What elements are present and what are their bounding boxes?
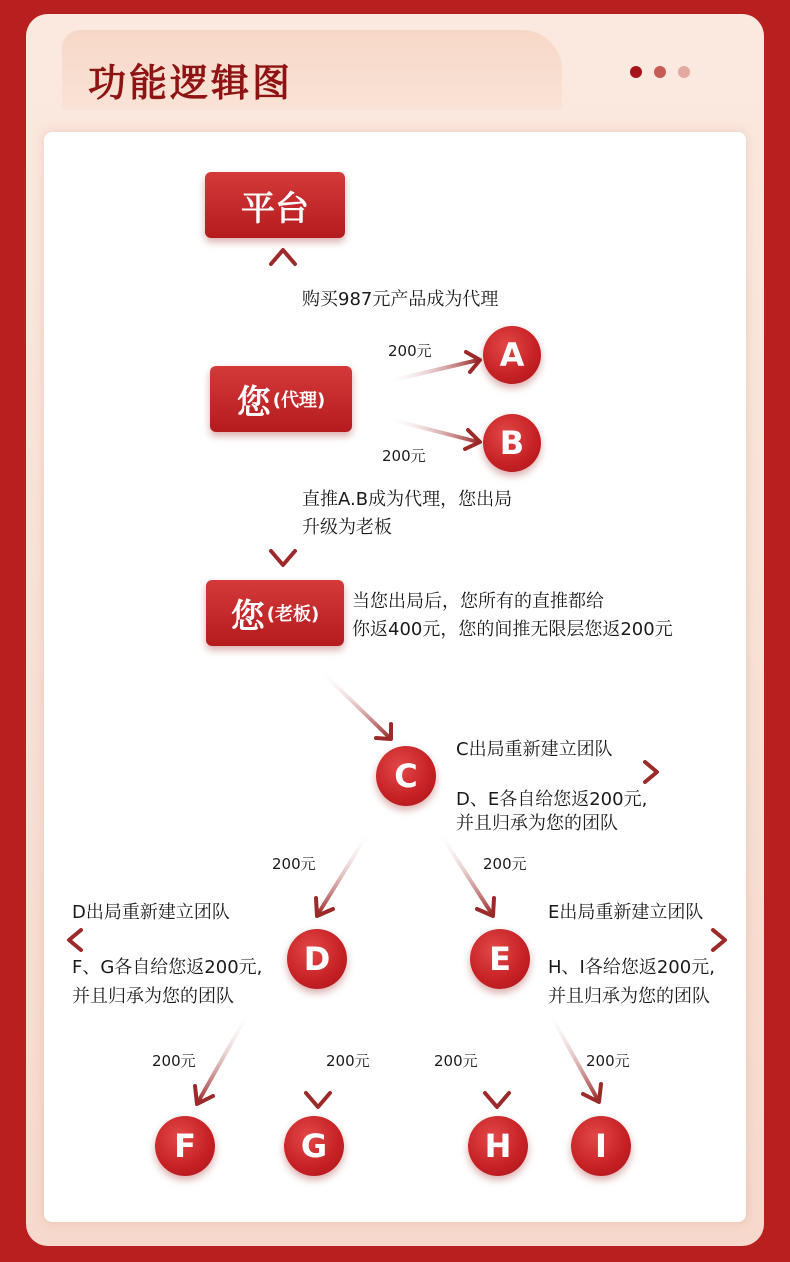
- arrow-to-f: [198, 1010, 250, 1102]
- c-rebate-line1: D、E各自给您返200元,: [456, 789, 648, 810]
- amount-to-f: 200元: [152, 1052, 196, 1070]
- d-rebate-line2: 并且归承为您的团队: [72, 986, 234, 1007]
- arrow-to-a: [385, 360, 478, 382]
- arrow-to-b: [385, 418, 478, 442]
- you-agent-label: 您: [236, 382, 271, 423]
- node-c: C: [376, 746, 436, 806]
- e-rebuild-note: E出局重新建立团队: [548, 902, 704, 923]
- node-d: D: [287, 929, 347, 989]
- node-a: A: [483, 326, 541, 384]
- you-agent-node: [210, 366, 352, 432]
- amount-to-a: 200元: [388, 342, 432, 360]
- d-rebuild-note: D出局重新建立团队: [72, 902, 230, 923]
- amount-to-e: 200元: [483, 855, 527, 873]
- amount-to-h: 200元: [434, 1052, 478, 1070]
- c-rebuild-note: C出局重新建立团队: [456, 739, 613, 760]
- platform-label: 平台: [241, 188, 309, 229]
- page-title: 功能逻辑图: [88, 61, 294, 105]
- you-boss-role: (老板): [266, 604, 320, 625]
- node-g: G: [284, 1116, 344, 1176]
- buy-note: 购买987元产品成为代理: [302, 289, 499, 310]
- node-e: E: [470, 929, 530, 989]
- arrow-to-c: [320, 670, 390, 738]
- you-agent-role: (代理): [272, 390, 326, 411]
- amount-to-d: 200元: [272, 855, 316, 873]
- boss-note-line1: 当您出局后，您所有的直推都给: [352, 591, 604, 612]
- platform-node: [205, 172, 345, 238]
- you-boss-label: 您: [230, 596, 265, 637]
- you-boss-node: [206, 580, 344, 646]
- c-rebate-line2: 并且归承为您的团队: [456, 813, 618, 834]
- e-rebate-line1: H、I各给您返200元,: [548, 957, 715, 978]
- node-i: I: [571, 1116, 631, 1176]
- amount-to-g: 200元: [326, 1052, 370, 1070]
- d-rebate-line1: F、G各自给您返200元,: [72, 957, 263, 978]
- amount-to-i: 200元: [586, 1052, 630, 1070]
- direct-push-note-line1: 直推A.B成为代理，您出局: [302, 489, 513, 510]
- node-b: B: [483, 414, 541, 472]
- node-h: H: [468, 1116, 528, 1176]
- amount-to-b: 200元: [382, 447, 426, 465]
- arrow-to-d: [318, 830, 370, 914]
- boss-note-line2: 你返400元，您的间推无限层您返200元: [352, 619, 673, 640]
- e-rebate-line2: 并且归承为您的团队: [548, 986, 710, 1007]
- direct-push-note-line2: 升级为老板: [302, 517, 392, 538]
- node-f: F: [155, 1116, 215, 1176]
